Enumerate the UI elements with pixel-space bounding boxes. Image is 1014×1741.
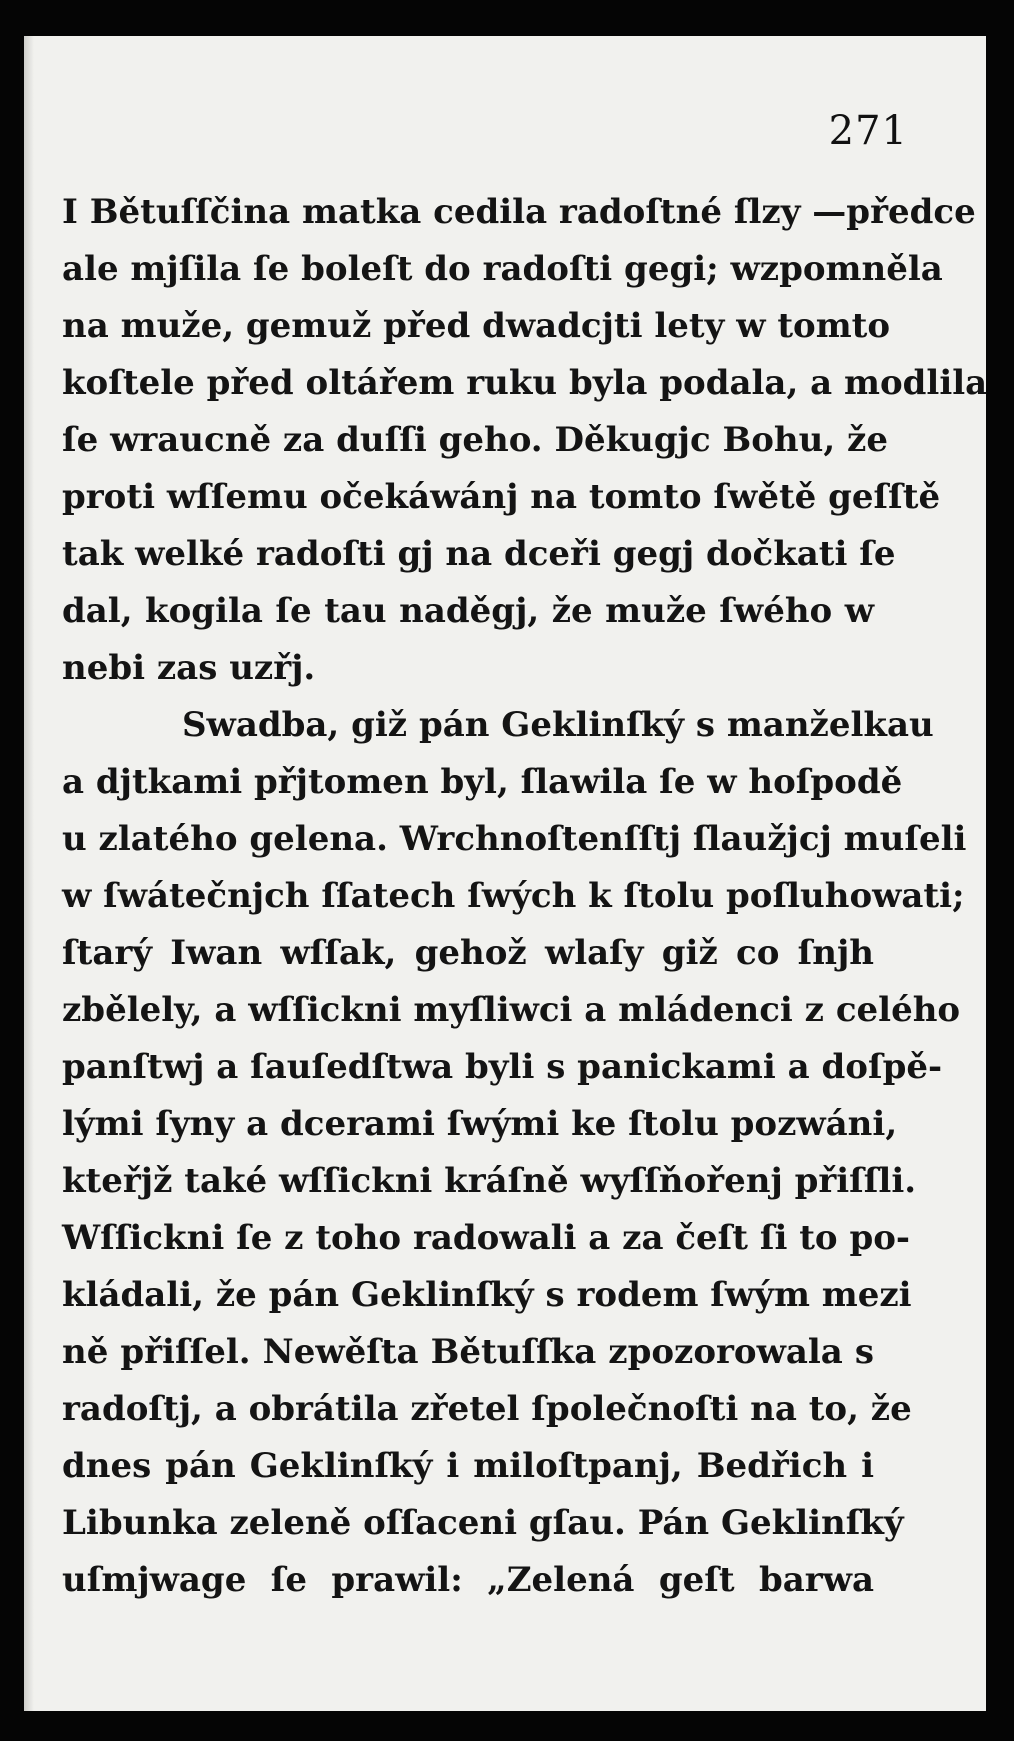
- text-line: Swadba, giž pán Geklinſký s manželkau: [182, 705, 934, 745]
- text-line: ně přiſſel. Newěſta Bětuſſka zpozorowala s: [62, 1332, 874, 1372]
- text-line: tak welké radoſti gj na dceři gegj dočkati ſe: [62, 534, 896, 574]
- text-line: a djtkami přjtomen byl, ſlawila ſe w hoſpodě: [62, 762, 903, 802]
- text-line: dal, kogila ſe tau naděgj, že muže ſwého w: [62, 591, 874, 631]
- text-line: dnes pán Geklinſký i miloſtpanj, Bedřich i: [62, 1446, 874, 1486]
- text-line: zbělely, a wſſickni myſliwci a mládenci z celého: [62, 990, 961, 1030]
- text-line: proti wſſemu očekáwánj na tomto ſwětě geſſtě: [62, 477, 941, 517]
- text-line: ale mjſila ſe boleſt do radoſti gegi; wzpomněla: [62, 249, 943, 289]
- text-line: koſtele před oltářem ruku byla podala, a modlila: [62, 363, 988, 403]
- text-line: Wſſickni ſe z toho radowali a za čeſt ſi to po-: [62, 1218, 911, 1258]
- page-edge-shadow: [24, 36, 34, 1711]
- text-line: u zlatého gelena. Wrchnoſtenſſtj ſlaužjcj muſeli: [62, 819, 967, 859]
- book-page: [24, 36, 986, 1711]
- text-line: kteřjž také wſſickni kráſně wyſſňořenj přiſſli.: [62, 1161, 917, 1201]
- text-line: kládali, že pán Geklinſký s rodem ſwým mezi: [62, 1275, 912, 1315]
- page-number: 271: [828, 108, 908, 154]
- text-line: ſtarý Iwan wſſak, gehož wlaſy giž co ſnjh: [62, 933, 874, 973]
- text-line: w ſwátečnjch ſſatech ſwých k ſtolu poſluhowati;: [62, 876, 965, 916]
- text-line: uſmjwage ſe prawil: „Zelená geſt barwa: [62, 1560, 874, 1600]
- body-text: [62, 184, 988, 1609]
- text-line: ſe wraucně za duſſi geho. Děkugjc Bohu, že: [62, 420, 888, 460]
- text-line: nebi zas uzřj.: [62, 648, 316, 688]
- text-line: radoſtj, a obrátila zřetel ſpolečnoſti na to, že: [62, 1389, 912, 1429]
- text-line: lými ſyny a dcerami ſwými ke ſtolu pozwáni,: [62, 1104, 898, 1144]
- text-line: panſtwj a ſauſedſtwa byli s panickami a doſpě-: [62, 1047, 943, 1087]
- bleed-through-shadow: [104, 1481, 864, 1521]
- text-line: Libunka zeleně oſſaceni gſau. Pán Geklinſký: [62, 1503, 904, 1543]
- text-line: I Bětuſſčina matka cedila radoſtné ſlzy —předce: [62, 192, 976, 232]
- text-line: na muže, gemuž před dwadcjti lety w tomto: [62, 306, 891, 346]
